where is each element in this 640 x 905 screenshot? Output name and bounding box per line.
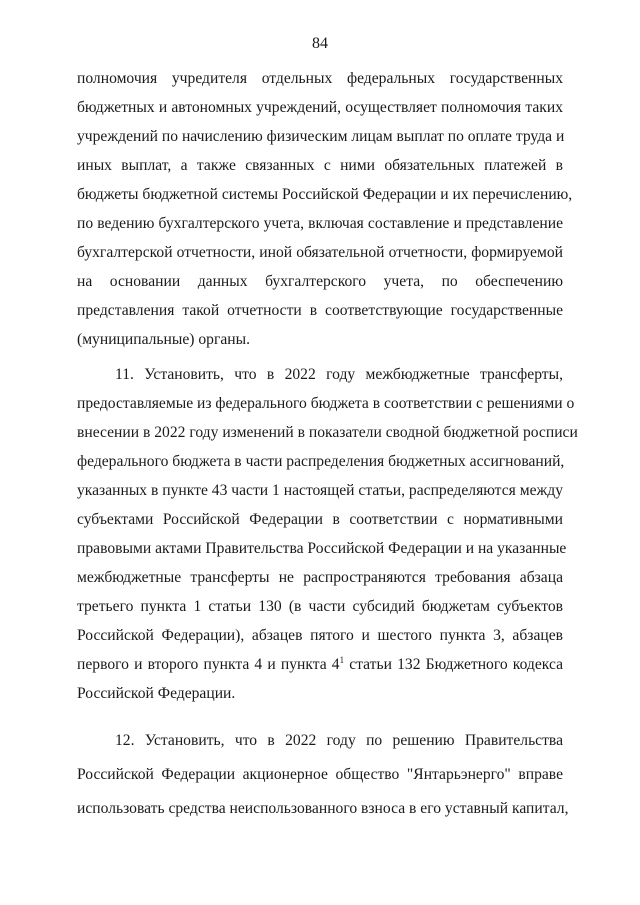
text-line: иных выплат, а также связанных с ними обязательных платежей в — [77, 157, 563, 174]
paragraph-11 — [77, 360, 578, 708]
text-line: федерального бюджета в части распределения бюджетных ассигнований, — [77, 453, 565, 470]
text-line: полномочия учредителя отдельных федеральных государственных — [77, 70, 563, 87]
text-line: правовыми актами Правительства Российской Федерации и на указанные — [77, 540, 567, 557]
text-line: 11. Установить, что в 2022 году межбюджетные трансферты, — [115, 366, 563, 383]
paragraph-1 — [77, 64, 573, 354]
text-line: Российской Федерации. — [77, 685, 236, 702]
document-body — [77, 64, 578, 826]
text-line: Российской Федерации), абзацев пятого и шестого пункта 3, абзацев — [77, 627, 563, 644]
text-line: межбюджетные трансферты не распространяются требования абзаца — [77, 569, 563, 586]
text-line: бухгалтерской отчетности, иной обязательной отчетности, формируемой — [77, 244, 563, 261]
text-line: на основании данных бухгалтерского учета, по обеспечению — [77, 273, 563, 290]
text-line: использовать средства неиспользованного взноса в его уставный капитал, — [77, 800, 569, 817]
text-line: бюджетных и автономных учреждений, осуществляет полномочия таких — [77, 99, 563, 116]
text-line: представления такой отчетности в соответствующие государственные — [77, 302, 563, 319]
text-line: по ведению бухгалтерского учета, включая составление и представление — [77, 215, 563, 232]
text-fragment: первого и второго пункта 4 и пункта 4 — [77, 656, 340, 673]
text-line: внесении в 2022 году изменений в показатели сводной бюджетной росписи — [77, 424, 578, 441]
text-line: учреждений по начислению физическим лицам выплат по оплате труда и — [77, 128, 565, 145]
text-line: бюджеты бюджетной системы Российской Федерации и их перечислению, — [77, 186, 573, 203]
page-number: 84 — [312, 35, 328, 52]
text-line: субъектами Российской Федерации в соответствии с нормативными — [77, 511, 563, 528]
text-line: Российской Федерации акционерное общество "Янтарьэнерго" вправе — [77, 766, 563, 783]
paragraph-12 — [77, 724, 569, 826]
text-line: (муниципальные) органы. — [77, 331, 251, 348]
text-line: третьего пункта 1 статьи 130 (в части субсидий бюджетам субъектов — [77, 598, 563, 615]
superscript: 1 — [339, 655, 345, 665]
text-line — [77, 650, 563, 679]
text-line: предоставляемые из федерального бюджета в соответствии с решениями о — [77, 395, 575, 412]
text-fragment: статьи 132 Бюджетного кодекса — [344, 656, 563, 673]
text-line: 12. Установить, что в 2022 году по решению Правительства — [115, 732, 563, 749]
text-line: указанных в пункте 43 части 1 настоящей статьи, распределяются между — [77, 482, 563, 499]
